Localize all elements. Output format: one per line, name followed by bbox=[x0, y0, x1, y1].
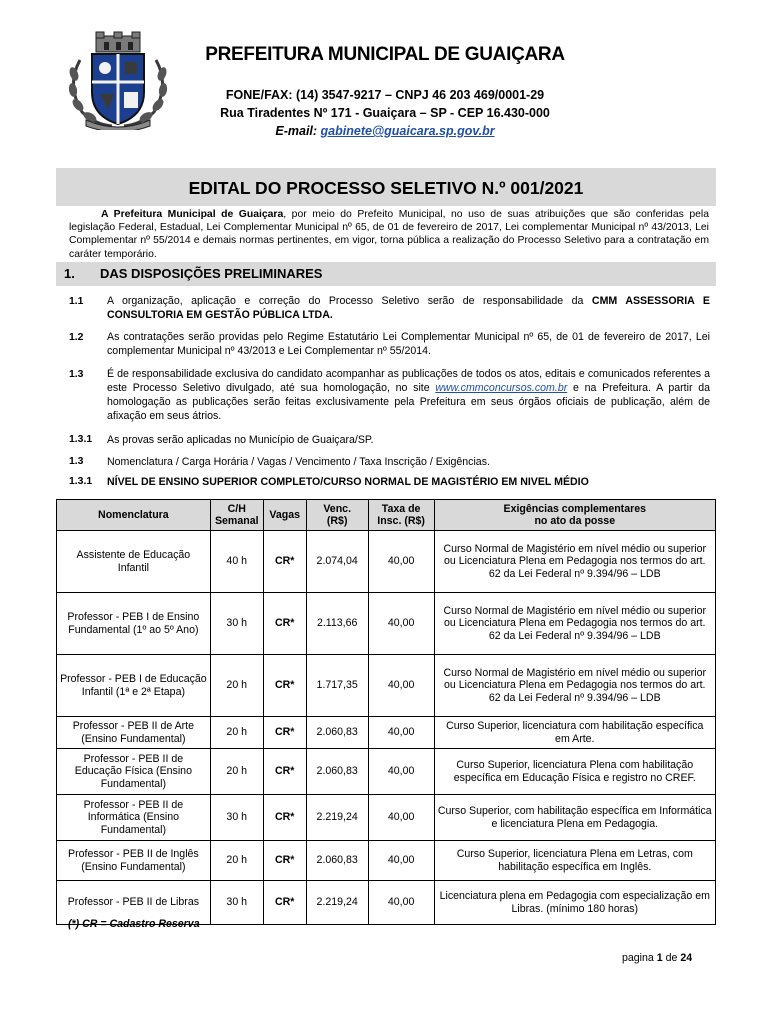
cell-ch: 20 h bbox=[210, 749, 263, 795]
cell-nomenclatura: Professor - PEB II de Inglês (Ensino Fundamental) bbox=[57, 841, 211, 881]
table-row bbox=[57, 717, 716, 749]
item-text: As contratações serão providas pelo Regime Estatutário Lei Complementar Municipal nº 65, de 01 de fevereiro de 2017, Lei complementar Municipal nº 43/2013 e Lei Complementar nº 55/2014. bbox=[107, 331, 710, 357]
cell-ch: 20 h bbox=[210, 841, 263, 881]
intro-bold: A Prefeitura Municipal de Guaiçara bbox=[101, 209, 284, 220]
col-header-taxa bbox=[368, 500, 434, 531]
cell-taxa: 40,00 bbox=[368, 795, 434, 841]
page-total: 24 bbox=[680, 952, 693, 964]
col-header-vagas: Vagas bbox=[263, 500, 306, 531]
cell-taxa: 40,00 bbox=[368, 655, 434, 717]
exig-line-1: Exigências complementares bbox=[503, 502, 647, 515]
cell-vagas: CR* bbox=[263, 841, 306, 881]
cell-taxa: 40,00 bbox=[368, 717, 434, 749]
cell-taxa: 40,00 bbox=[368, 749, 434, 795]
table-body bbox=[57, 531, 716, 925]
cell-taxa: 40,00 bbox=[368, 841, 434, 881]
header-title: PREFEITURA MUNICIPAL DE GUAIÇARA bbox=[205, 44, 565, 65]
page-of: de bbox=[662, 952, 681, 964]
email-link[interactable]: gabinete@guaicara.sp.gov.br bbox=[320, 124, 495, 138]
page-label: pagina bbox=[622, 952, 657, 964]
cell-vagas: CR* bbox=[263, 717, 306, 749]
item-number: 1.3.1 bbox=[69, 434, 93, 445]
item-text bbox=[107, 294, 710, 322]
item-text: As provas serão aplicadas no Município de Guaiçara/SP. bbox=[107, 434, 374, 446]
exig-line-2: no ato da posse bbox=[534, 515, 616, 527]
item-text-part: e na Prefeitura. A partir da homologação as publicações serão feitas exclusivamente pela Prefeitura em seus órgãos oficiais de publicação, além de afixação em seus átrios. bbox=[107, 382, 710, 422]
cell-vencimento: 2.219,24 bbox=[306, 795, 368, 841]
cell-vencimento: 2.060,83 bbox=[306, 749, 368, 795]
cell-ch: 20 h bbox=[210, 655, 263, 717]
cell-exigencias: Curso Superior, licenciatura Plena com habilitação específica em Educação Física e registro no CREF. bbox=[434, 749, 715, 795]
cell-exigencias: Curso Normal de Magistério em nível médio ou superior ou Licenciatura Plena em Pedagogia nos termos do art. 62 da Lei Federal nº 9.394/96 – LDB bbox=[434, 593, 715, 655]
section-title: DAS DISPOSIÇÕES PRELIMINARES bbox=[100, 266, 323, 281]
vacancies-table bbox=[56, 499, 716, 925]
cell-vagas: CR* bbox=[263, 655, 306, 717]
cell-ch: 40 h bbox=[210, 531, 263, 593]
cell-vencimento: 2.060,83 bbox=[306, 717, 368, 749]
venc-line-2: (R$) bbox=[326, 515, 348, 527]
item-number: 1.3.1 bbox=[69, 476, 93, 487]
section-number: 1. bbox=[64, 266, 75, 281]
cell-nomenclatura: Professor - PEB II de Libras bbox=[57, 881, 211, 925]
cell-exigencias: Curso Superior, com habilitação específica em Informática e licenciatura Plena em Pedagogia. bbox=[434, 795, 715, 841]
venc-line-1: Venc. bbox=[323, 502, 352, 515]
table-row bbox=[57, 655, 716, 717]
cell-vagas: CR* bbox=[263, 795, 306, 841]
cell-exigencias: Curso Normal de Magistério em nível médio ou superior ou Licenciatura Plena em Pedagogia nos termos do art. 62 da Lei Federal nº 9.394/96 – LDB bbox=[434, 655, 715, 717]
col-header-ch bbox=[210, 500, 263, 531]
header-email-line bbox=[180, 124, 590, 138]
col-header-exigencias bbox=[434, 500, 715, 531]
table-row bbox=[57, 795, 716, 841]
cell-vencimento: 2.074,04 bbox=[306, 531, 368, 593]
cell-ch: 30 h bbox=[210, 881, 263, 925]
cell-nomenclatura: Professor - PEB II de Arte (Ensino Fundamental) bbox=[57, 717, 211, 749]
table-row bbox=[57, 749, 716, 795]
page-number bbox=[622, 952, 692, 964]
table-header-row bbox=[57, 500, 716, 531]
cell-ch: 20 h bbox=[210, 717, 263, 749]
cell-vencimento: 2.219,24 bbox=[306, 881, 368, 925]
ch-line-2: Semanal bbox=[214, 515, 259, 527]
cell-taxa: 40,00 bbox=[368, 531, 434, 593]
cell-vagas: CR* bbox=[263, 593, 306, 655]
cell-ch: 30 h bbox=[210, 593, 263, 655]
cell-vagas: CR* bbox=[263, 531, 306, 593]
cell-nomenclatura: Assistente de Educação Infantil bbox=[57, 531, 211, 593]
col-header-nomenclatura: Nomenclatura bbox=[57, 500, 211, 531]
cell-vagas: CR* bbox=[263, 749, 306, 795]
item-number: 1.2 bbox=[69, 332, 84, 343]
edital-title: EDITAL DO PROCESSO SELETIVO N.º 001/2021 bbox=[188, 178, 584, 198]
cell-vagas: CR* bbox=[263, 881, 306, 925]
table-row bbox=[57, 593, 716, 655]
cell-exigencias: Curso Normal de Magistério em nível médio ou superior ou Licenciatura Plena em Pedagogia nos termos do art. 62 da Lei Federal nº 9.394/96 – LDB bbox=[434, 531, 715, 593]
taxa-line-1: Taxa de bbox=[381, 502, 421, 515]
ch-line-1: C/H bbox=[227, 502, 246, 515]
col-header-venc bbox=[306, 500, 368, 531]
cell-nomenclatura: Professor - PEB I de Ensino Fundamental (1º ao 5º Ano) bbox=[57, 593, 211, 655]
intro-text: , por meio do Prefeito Municipal, no uso de suas atribuições que são conferidas pela legislação Federal, Estadual, Lei Complementar Municipal nº 65, de 01 de fevereiro de 2017, Lei complementar Municipal nº 43/2013, Lei Complementar nº 55/2014 e demais normas pertinentes, em vigor, torna pública a realização do Processo Seletivo para a contratação em caráter temporário. bbox=[69, 209, 709, 260]
item-text-part: É de responsabilidade exclusiva do candidato acompanhar as publicações de todos os atos, editais e comunicados referentes a este Processo Seletivo divulgado, até sua homologação, no site bbox=[107, 368, 710, 394]
table-row bbox=[57, 841, 716, 881]
cell-vencimento: 2.060,83 bbox=[306, 841, 368, 881]
cell-exigencias: Curso Superior, licenciatura Plena em Letras, com habilitação específica em Inglês. bbox=[434, 841, 715, 881]
cell-exigencias: Licenciatura plena em Pedagogia com especialização em Libras. (mínimo 180 horas) bbox=[434, 881, 715, 925]
page-current: 1 bbox=[656, 952, 663, 964]
item-text: Nomenclatura / Carga Horária / Vagas / Vencimento / Taxa Inscrição / Exigências. bbox=[107, 456, 490, 468]
item-number: 1.1 bbox=[69, 296, 84, 307]
site-link[interactable]: www.cmmconcursos.com.br bbox=[435, 382, 568, 394]
email-label: E-mail: bbox=[275, 124, 321, 138]
cell-ch: 30 h bbox=[210, 795, 263, 841]
header-phone-cnpj: FONE/FAX: (14) 3547-9217 – CNPJ 46 203 469/0001-29 bbox=[225, 88, 545, 102]
cell-exigencias: Curso Superior, licenciatura com habilitação específica em Arte. bbox=[434, 717, 715, 749]
cell-vencimento: 2.113,66 bbox=[306, 593, 368, 655]
item-text-part: A organização, aplicação e correção do Processo Seletivo serão de responsabilidade da bbox=[107, 295, 592, 307]
table-footnote: (*) CR = Cadastro Reserva bbox=[68, 918, 200, 930]
item-number: 1.3 bbox=[69, 456, 84, 467]
taxa-line-2: Insc. (R$) bbox=[377, 515, 425, 527]
cell-taxa: 40,00 bbox=[368, 881, 434, 925]
cell-nomenclatura: Professor - PEB I de Educação Infantil (1ª e 2ª Etapa) bbox=[57, 655, 211, 717]
intro-paragraph bbox=[69, 208, 709, 261]
municipal-crest-icon bbox=[62, 30, 174, 130]
cell-nomenclatura: Professor - PEB II de Educação Física (Ensino Fundamental) bbox=[57, 749, 211, 795]
cell-nomenclatura: Professor - PEB II de Informática (Ensino Fundamental) bbox=[57, 795, 211, 841]
item-text-heading: NÍVEL DE ENSINO SUPERIOR COMPLETO/CURSO NORMAL DE MAGISTÉRIO EM NIVEL MÉDIO bbox=[107, 476, 589, 488]
cell-taxa: 40,00 bbox=[368, 593, 434, 655]
cell-vencimento: 1.717,35 bbox=[306, 655, 368, 717]
item-text bbox=[107, 367, 710, 423]
table-row bbox=[57, 531, 716, 593]
item-text-bold: CMM ASSESSORIA E CONSULTORIA EM GESTÃO PÚBLICA LTDA. bbox=[107, 295, 710, 321]
header-address: Rua Tiradentes Nº 171 - Guaiçara – SP - CEP 16.430-000 bbox=[220, 106, 550, 120]
item-number: 1.3 bbox=[69, 369, 84, 380]
